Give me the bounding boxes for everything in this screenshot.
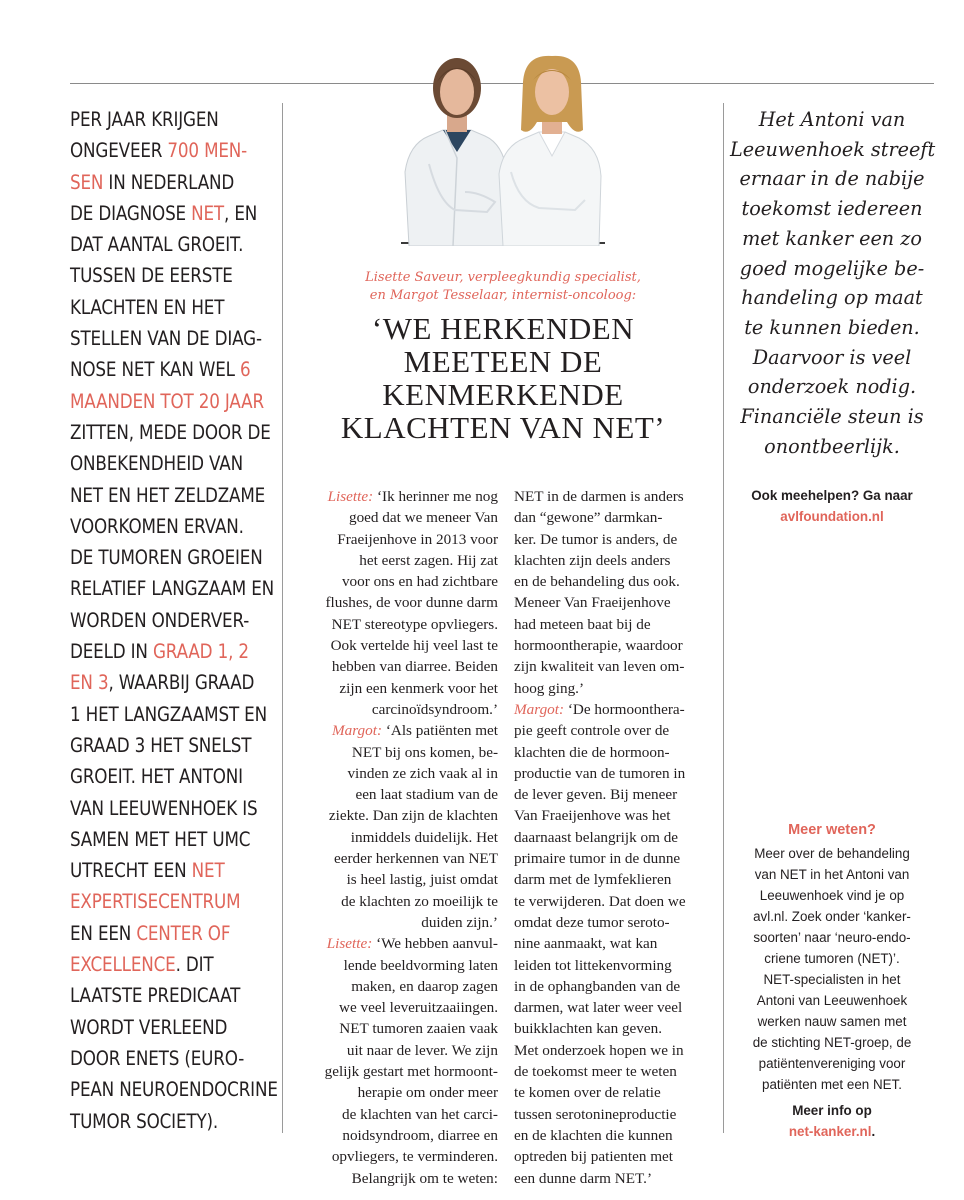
intro-line [70, 699, 273, 730]
body-line [288, 699, 498, 720]
body-text: in de ophangbanden van de [514, 977, 681, 995]
body-line [288, 805, 498, 826]
info-callout [730, 1100, 934, 1142]
body-line [288, 507, 498, 528]
speaker-name: Margot: [514, 700, 568, 718]
body-line [514, 742, 714, 763]
body-line [288, 848, 498, 869]
column-divider-left [282, 103, 283, 1133]
body-line [288, 1125, 498, 1146]
quote-line: onderzoek nodig. [747, 375, 917, 399]
body-line [514, 827, 714, 848]
body-text: we veel leveruitzaaiingen. [339, 999, 498, 1017]
intro-text: . DIT [175, 953, 214, 977]
photo-caption-line-2: en Margot Tesselaar, internist-oncoloog: [369, 288, 637, 303]
body-text: uit naar de lever. We zijn [346, 1041, 498, 1059]
intro-line [70, 949, 273, 980]
body-line [514, 550, 714, 571]
info-suffix: . [871, 1124, 876, 1139]
body-text: Ook vertelde hij veel last te [330, 637, 498, 655]
body-text: hormoontherapie, waardoor [514, 637, 683, 655]
body-text: hebben van diarree. Beiden [331, 658, 498, 676]
body-line [514, 1082, 714, 1103]
body-line [514, 848, 714, 869]
intro-text: RELATIEF LANGZAAM EN [70, 577, 275, 601]
donate-callout [730, 485, 934, 527]
body-text: en de klachten die kunnen [514, 1126, 673, 1144]
body-text: darmen, wat later weer veel [514, 999, 683, 1017]
donate-text: Ook meehelpen? Ga naar [751, 488, 913, 503]
intro-text: DEELD IN [70, 640, 153, 664]
quote-line: Leeuwenhoek streeft [730, 137, 936, 161]
body-line [288, 763, 498, 784]
body-text: flushes, de voor dunne darm [325, 594, 498, 612]
body-text: zijn kwaliteit van leven om- [514, 658, 685, 676]
body-text: goed dat we meneer Van [348, 509, 498, 527]
intro-text: VAN LEEUWENHOEK IS [70, 796, 258, 820]
body-text: herapie om onder meer [357, 1084, 498, 1102]
intro-line [70, 542, 273, 573]
body-line [514, 699, 714, 720]
body-text: dan “gewone” darmkan- [514, 509, 663, 527]
intro-line [70, 292, 273, 323]
body-text: zijn een kenmerk voor het [339, 679, 498, 697]
body-text: inmiddels duidelijk. Het [350, 828, 498, 846]
body-text: ker. De tumor is anders, de [514, 530, 678, 548]
more-info-line: NET-specialisten in het [763, 972, 901, 987]
intro-text: NOSE NET KAN WEL [70, 358, 241, 382]
intro-line [70, 1012, 273, 1043]
body-text: is heel lastig, juist omdat [346, 871, 498, 889]
body-text: had meteen baat bij de [514, 615, 651, 633]
body-text: eerder herkennen van NET [333, 850, 498, 868]
body-text: duiden zijn.’ [421, 913, 498, 931]
body-line [288, 827, 498, 848]
body-line [514, 933, 714, 954]
more-info-line: Leeuwenhoek vind je op [759, 888, 905, 903]
intro-highlight: 6 [240, 358, 251, 382]
body-text: gelijk gestart met hormoont- [324, 1063, 498, 1081]
more-info-title: Meer weten? [788, 822, 876, 838]
more-info-line: soorten’ naar ‘neuro-endo- [753, 930, 911, 945]
intro-line [70, 667, 273, 698]
body-text: Belangrijk om te weten: [351, 1169, 498, 1187]
intro-highlight: EXCELLENCE [70, 953, 176, 977]
body-text: Van Fraeijenhove was het [514, 807, 671, 825]
body-text: lende beeldvorming laten [343, 956, 498, 974]
body-line [514, 1125, 714, 1146]
body-text: NET bij ons komen, be- [351, 743, 498, 761]
body-line [514, 1146, 714, 1167]
body-line [288, 656, 498, 677]
body-line [288, 997, 498, 1018]
body-line [288, 1104, 498, 1125]
intro-highlight: EXPERTISECENTRUM [70, 890, 241, 914]
body-line [514, 997, 714, 1018]
body-text: ‘Als patiënten met [385, 722, 498, 740]
intro-text: PER JAAR KRIJGEN [70, 108, 219, 131]
body-line [514, 678, 714, 699]
net-kanker-link[interactable]: net-kanker.nl [788, 1124, 872, 1139]
body-text: optreden bij patienten met [514, 1148, 673, 1166]
intro-line [70, 229, 273, 260]
more-info-line: criene tumoren (NET)’. [764, 951, 900, 966]
body-line [288, 486, 498, 507]
body-line [288, 1082, 498, 1103]
headline-line: KENMERKENDE [382, 377, 624, 412]
intro-line [70, 1106, 273, 1137]
info-text: Meer info op [792, 1103, 872, 1118]
body-text: NET tumoren zaaien vaak [339, 1020, 498, 1038]
body-text: ‘De hormoonthera- [567, 700, 685, 718]
body-line [514, 571, 714, 592]
body-line [288, 1018, 498, 1039]
body-line [288, 1146, 498, 1167]
body-text: een dunne darm NET.’ [514, 1169, 653, 1187]
body-text: omdat deze tumor seroto- [514, 913, 670, 931]
intro-line [70, 417, 273, 448]
body-line [514, 486, 714, 507]
intro-text: , EN [224, 201, 258, 225]
intro-line [70, 480, 273, 511]
body-text: ‘Ik herinner me nog [376, 488, 498, 505]
headline-line: KLACHTEN VAN NET’ [340, 410, 666, 445]
quote-line: te kunnen bieden. [744, 315, 920, 339]
intro-highlight: SEN [70, 170, 104, 194]
body-text: NET stereotype opvliegers. [331, 615, 498, 633]
intro-text: ONBEKENDHEID VAN [70, 452, 243, 476]
body-line [514, 976, 714, 997]
intro-line [70, 135, 273, 166]
body-line [288, 912, 498, 933]
body-text: te verwijderen. Dat doen we [514, 892, 686, 910]
body-text: vinden ze zich vaak al in [347, 764, 498, 782]
quote-line: ernaar in de nabije [739, 167, 925, 191]
photo-caption-line-1: Lisette Saveur, verpleegkundig specialist, [365, 270, 641, 285]
more-info-line: patiënten met een NET. [762, 1077, 902, 1092]
body-line [514, 1061, 714, 1082]
body-text: een laat stadium van de [355, 786, 498, 804]
body-text: de klachten van het carci- [341, 1105, 498, 1123]
body-text: darm met de lymfeklieren [514, 871, 672, 889]
body-text: productie van de tumoren in [514, 764, 686, 782]
more-info-line: van NET in het Antoni van [754, 867, 910, 882]
body-line [514, 891, 714, 912]
photo-person-left [405, 58, 507, 246]
body-line [514, 720, 714, 741]
body-line [288, 592, 498, 613]
intro-text: ONGEVEER [70, 139, 168, 163]
body-line [288, 571, 498, 592]
body-text: leiden tot littekenvorming [514, 956, 672, 974]
intro-text: DE TUMOREN GROEIEN [70, 546, 263, 570]
intro-text: DOOR ENETS (EURO- [70, 1046, 245, 1070]
interview-column-left [288, 486, 498, 1189]
intro-text: TUMOR SOCIETY). [70, 1109, 219, 1133]
body-text: opvliegers, te verminderen. [331, 1148, 498, 1166]
intro-text: PEAN NEUROENDOCRINE [70, 1078, 278, 1102]
body-text: het eerst zagen. Hij zat [359, 551, 498, 569]
intro-line [70, 636, 273, 667]
body-line [514, 614, 714, 635]
more-info-line: werken nauw samen met [757, 1014, 907, 1029]
body-line [514, 763, 714, 784]
intro-highlight: MAANDEN TOT 20 JAAR [70, 389, 264, 413]
body-text: primaire tumor in de dunne [514, 850, 681, 868]
intro-text: WORDEN ONDERVER- [70, 608, 250, 632]
intro-text: KLACHTEN EN HET [70, 295, 225, 319]
intro-text: TUSSEN DE EERSTE [70, 264, 233, 288]
more-info-text [730, 843, 934, 1095]
speaker-name: Margot: [331, 722, 386, 740]
intro-line [70, 605, 273, 636]
body-line [514, 869, 714, 890]
quote-line: Financiële steun is [740, 405, 924, 429]
more-info-line: Antoni van Leeuwenhoek [756, 993, 908, 1008]
body-line [514, 1018, 714, 1039]
quote-line: met kanker een zo [742, 226, 922, 250]
intro-text: ZITTEN, MEDE DOOR DE [70, 420, 271, 444]
intro-highlight: CENTER OF [136, 921, 231, 945]
body-line [288, 1168, 498, 1189]
intro-highlight: GRAAD 1, 2 [152, 640, 249, 664]
body-line [514, 656, 714, 677]
intro-text: NET EN HET ZELDZAME [70, 483, 266, 507]
headline-line: MEETEEN DE [403, 344, 603, 379]
intro-text: GROEIT. HET ANTONI [70, 765, 243, 789]
body-text: maken, en daarop zagen [351, 977, 498, 995]
intro-highlight: EN 3 [70, 671, 109, 695]
body-text: en de behandeling dus ook. [514, 573, 680, 591]
column-divider-right [723, 103, 724, 1133]
intro-line [70, 824, 273, 855]
body-line [514, 784, 714, 805]
intro-line [70, 386, 273, 417]
body-text: klachten zijn deels anders [514, 551, 671, 569]
body-text: buikklachten kan geven. [514, 1020, 663, 1038]
intro-line [70, 260, 273, 291]
photo-person-right [499, 56, 601, 246]
body-text: NET in de darmen is anders [514, 488, 684, 505]
headline-line: ‘WE HERKENDEN [371, 311, 635, 346]
more-info-line: de stichting NET-groep, de [752, 1035, 912, 1050]
body-line [288, 635, 498, 656]
quote-line: toekomst iedereen [741, 197, 923, 221]
body-text: voor ons en had zichtbare [341, 573, 498, 591]
body-text: klachten die de hormoon- [514, 743, 670, 761]
body-line [288, 720, 498, 741]
quote-line: Het Antoni van [758, 108, 906, 131]
body-line [288, 784, 498, 805]
intro-line [70, 354, 273, 385]
intro-highlight: NET [191, 859, 225, 883]
intro-line [70, 1043, 273, 1074]
avlfoundation-link[interactable]: avlfoundation.nl [780, 509, 884, 524]
intro-text: WORDT VERLEEND [70, 1015, 228, 1039]
intro-text: IN NEDERLAND [103, 170, 235, 194]
intro-text: UTRECHT EEN [70, 859, 192, 883]
body-text: Met onderzoek hopen we in [514, 1041, 684, 1059]
body-text: de klachten zo moeilijk te [341, 892, 498, 910]
body-line [514, 912, 714, 933]
body-text: pie geeft controle over de [514, 722, 670, 740]
quote-line: Daarvoor is veel [752, 345, 912, 369]
body-line [288, 976, 498, 997]
intro-line [70, 793, 273, 824]
body-text: daarnaast belangrijk om de [514, 828, 679, 846]
body-line [514, 805, 714, 826]
intro-line [70, 1074, 278, 1105]
intro-line [70, 104, 273, 135]
body-line [514, 529, 714, 550]
intro-line [70, 730, 273, 761]
body-line [514, 635, 714, 656]
intro-text: 1 HET LANGZAAMST EN [70, 702, 267, 726]
intro-highlight: NET [191, 201, 225, 225]
body-line [514, 592, 714, 613]
intro-line [70, 323, 273, 354]
body-line [288, 933, 498, 954]
intro-text: STELLEN VAN DE DIAG- [70, 327, 262, 351]
intro-text: SAMEN MET HET UMC [70, 827, 251, 851]
body-line [514, 507, 714, 528]
quote-line: goed mogelijke be- [739, 256, 925, 280]
body-line [514, 1104, 714, 1125]
body-text: Fraeijenhove in 2013 voor [337, 530, 498, 548]
body-line [514, 955, 714, 976]
intro-line [70, 167, 273, 198]
intro-line [70, 198, 273, 229]
speaker-name: Lisette: [327, 488, 377, 505]
intro-text: GRAAD 3 HET SNELST [70, 733, 252, 757]
intro-line [70, 761, 273, 792]
body-line [288, 678, 498, 699]
intro-line [70, 511, 273, 542]
pull-quote [730, 105, 934, 461]
intro-text: , WAARBIJ GRAAD [108, 671, 255, 695]
speaker-name: Lisette: [326, 935, 377, 953]
more-info-line: Meer over de behandeling [754, 846, 910, 861]
body-line [288, 955, 498, 976]
intro-line [70, 855, 273, 886]
intro-line [70, 886, 273, 917]
intro-text: LAATSTE PREDICAAT [70, 984, 241, 1008]
body-text: nine aanmaakt, wat kan [514, 935, 658, 953]
intro-line [70, 918, 273, 949]
body-text: Meneer Van Fraeijenhove [514, 594, 671, 612]
intro-highlight: 700 MEN- [167, 139, 248, 163]
quote-line: handeling op maat [741, 286, 923, 310]
body-text: noidsyndroom, diarree en [342, 1126, 498, 1144]
intro-line [70, 573, 273, 604]
intro-column [70, 104, 278, 1137]
body-text: te komen over de relatie [514, 1084, 661, 1102]
body-text: ziekte. Dan zijn de klachten [328, 807, 498, 825]
body-line [288, 614, 498, 635]
body-text: carcinoïdsyndroom.’ [371, 700, 498, 718]
body-text: tussen serotonineproductie [514, 1105, 677, 1123]
intro-line [70, 448, 273, 479]
body-line [288, 529, 498, 550]
specialists-photo [399, 52, 605, 246]
body-text: hoog ging.’ [514, 679, 585, 697]
body-text: de lever geven. Bij meneer [514, 786, 678, 804]
body-line [288, 1061, 498, 1082]
body-line [288, 1040, 498, 1061]
quote-line: onontbeerlijk. [764, 434, 900, 458]
intro-text: DAT AANTAL GROEIT. [70, 233, 244, 257]
body-text: ‘We hebben aanvul- [376, 935, 498, 953]
intro-text: EN EEN [70, 921, 137, 945]
body-line [288, 869, 498, 890]
body-line [288, 742, 498, 763]
body-line [514, 1168, 714, 1189]
intro-text: VOORKOMEN ERVAN. [70, 514, 244, 538]
intro-text: DE DIAGNOSE [70, 201, 192, 225]
article-headline [290, 312, 716, 444]
body-text: de toekomst meer te weten [514, 1063, 677, 1081]
more-info-line: avl.nl. Zoek onder ‘kanker- [753, 909, 911, 924]
body-line [288, 891, 498, 912]
body-line [514, 1040, 714, 1061]
more-info-line: patiëntenvereniging voor [758, 1056, 906, 1071]
intro-line [70, 980, 273, 1011]
interview-column-right [514, 486, 714, 1189]
body-line [288, 550, 498, 571]
